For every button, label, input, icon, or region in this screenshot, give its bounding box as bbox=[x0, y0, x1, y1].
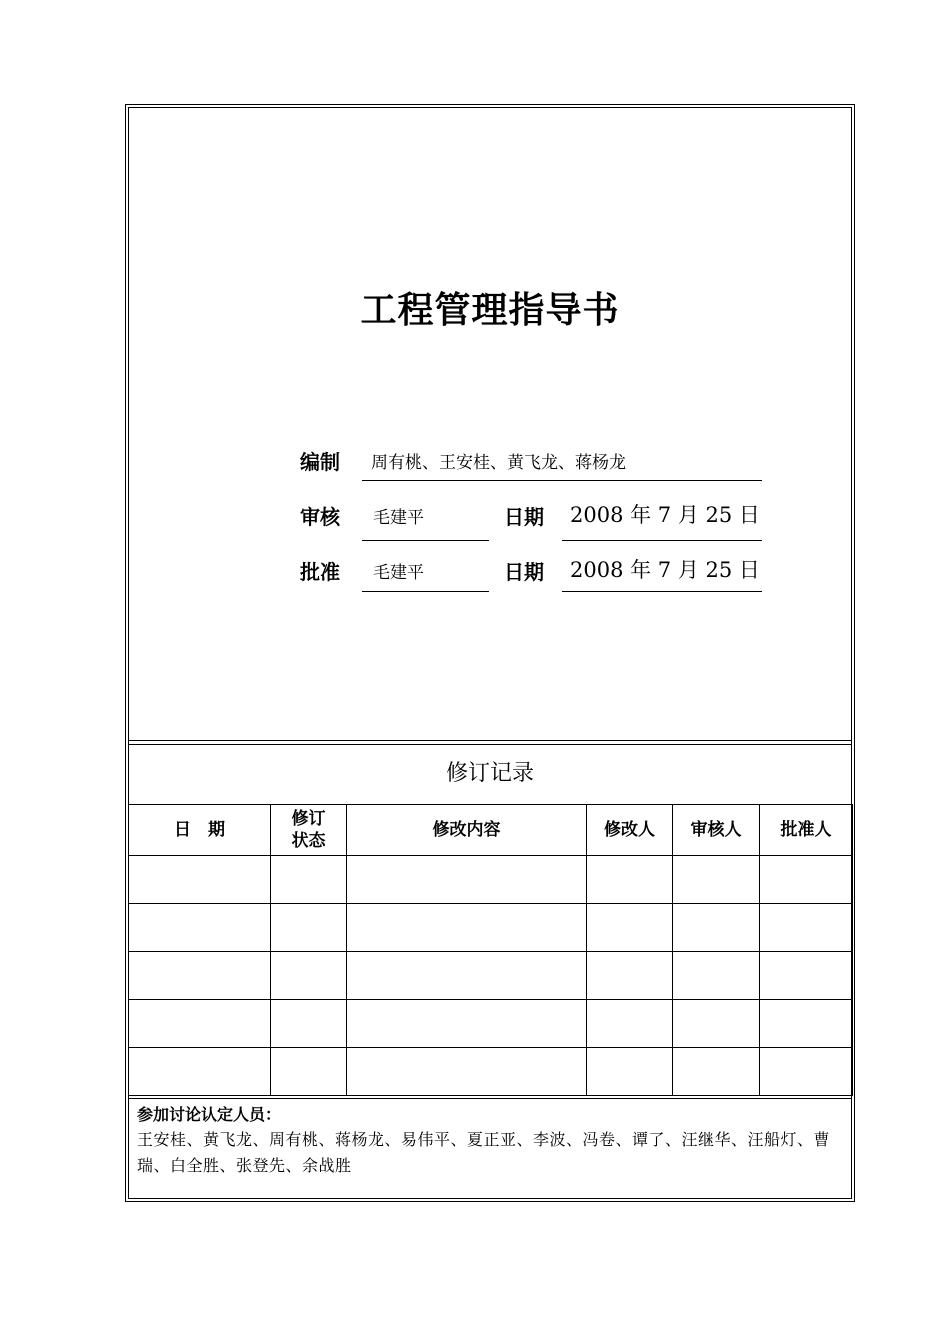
approve-date-value: 2008 年 7 月 25 日 bbox=[570, 558, 760, 582]
col-header-modifier: 修改人 bbox=[587, 805, 673, 856]
approver-value: 毛建平 bbox=[373, 563, 424, 583]
table-cell bbox=[129, 856, 271, 904]
table-cell bbox=[760, 856, 853, 904]
table-cell bbox=[760, 952, 853, 1000]
table-cell bbox=[347, 952, 587, 1000]
table-cell bbox=[271, 1000, 347, 1048]
participants-names: 王安桂、黄飞龙、周有桃、蒋杨龙、易伟平、夏正亚、李波、冯卷、谭了、汪继华、汪船灯、曹瑞、白全胜、张登先、余战胜 bbox=[137, 1130, 831, 1175]
table-cell bbox=[760, 1048, 853, 1096]
table-cell bbox=[587, 856, 673, 904]
review-date-value: 2008 年 7 月 25 日 bbox=[570, 503, 760, 527]
table-cell bbox=[760, 904, 853, 952]
col-header-reviewer: 审核人 bbox=[673, 805, 760, 856]
table-cell bbox=[673, 904, 760, 952]
table-cell bbox=[673, 952, 760, 1000]
table-cell bbox=[271, 1048, 347, 1096]
revision-header-row bbox=[129, 805, 853, 856]
table-cell bbox=[673, 1048, 760, 1096]
review-date-underline bbox=[562, 540, 762, 541]
participants-section bbox=[128, 1098, 852, 1199]
participants-label: 参加讨论认定人员： bbox=[137, 1105, 282, 1124]
reviewer-label: 审核 bbox=[300, 505, 340, 529]
table-cell bbox=[347, 1048, 587, 1096]
table-cell bbox=[587, 952, 673, 1000]
table-cell bbox=[347, 856, 587, 904]
table-cell bbox=[129, 904, 271, 952]
table-row bbox=[129, 1000, 853, 1048]
table-cell bbox=[271, 904, 347, 952]
section-divider-bottom bbox=[128, 744, 852, 745]
col-header-date: 日 期 bbox=[129, 805, 271, 856]
table-cell bbox=[347, 904, 587, 952]
section-divider-top bbox=[128, 740, 852, 741]
table-row bbox=[129, 1048, 853, 1096]
compiler-underline bbox=[362, 480, 762, 481]
compiler-label: 编制 bbox=[300, 450, 340, 474]
col-header-content: 修改内容 bbox=[347, 805, 587, 856]
table-cell bbox=[347, 1000, 587, 1048]
approve-date-underline bbox=[562, 591, 762, 592]
table-cell bbox=[129, 952, 271, 1000]
compiler-value: 周有桃、王安桂、黄飞龙、蒋杨龙 bbox=[371, 453, 626, 473]
approve-date-label: 日期 bbox=[504, 560, 544, 584]
approver-underline bbox=[362, 591, 489, 592]
table-row bbox=[129, 952, 853, 1000]
table-cell bbox=[673, 856, 760, 904]
reviewer-underline bbox=[362, 540, 489, 541]
approver-label: 批准 bbox=[300, 560, 340, 584]
reviewer-value: 毛建平 bbox=[373, 508, 424, 528]
table-cell bbox=[271, 952, 347, 1000]
table-cell bbox=[587, 904, 673, 952]
table-cell bbox=[673, 1000, 760, 1048]
col-header-approver: 批准人 bbox=[760, 805, 853, 856]
table-row bbox=[129, 856, 853, 904]
table-cell bbox=[129, 1000, 271, 1048]
table-cell bbox=[129, 1048, 271, 1096]
revision-table bbox=[128, 804, 853, 1096]
table-cell bbox=[587, 1000, 673, 1048]
revision-title: 修订记录 bbox=[445, 761, 534, 786]
col-header-status: 修订 状态 bbox=[271, 805, 347, 856]
table-cell bbox=[587, 1048, 673, 1096]
table-cell bbox=[760, 1000, 853, 1048]
table-row bbox=[129, 904, 853, 952]
document-title: 工程管理指导书 bbox=[360, 290, 620, 331]
table-cell bbox=[271, 856, 347, 904]
review-date-label: 日期 bbox=[504, 505, 544, 529]
